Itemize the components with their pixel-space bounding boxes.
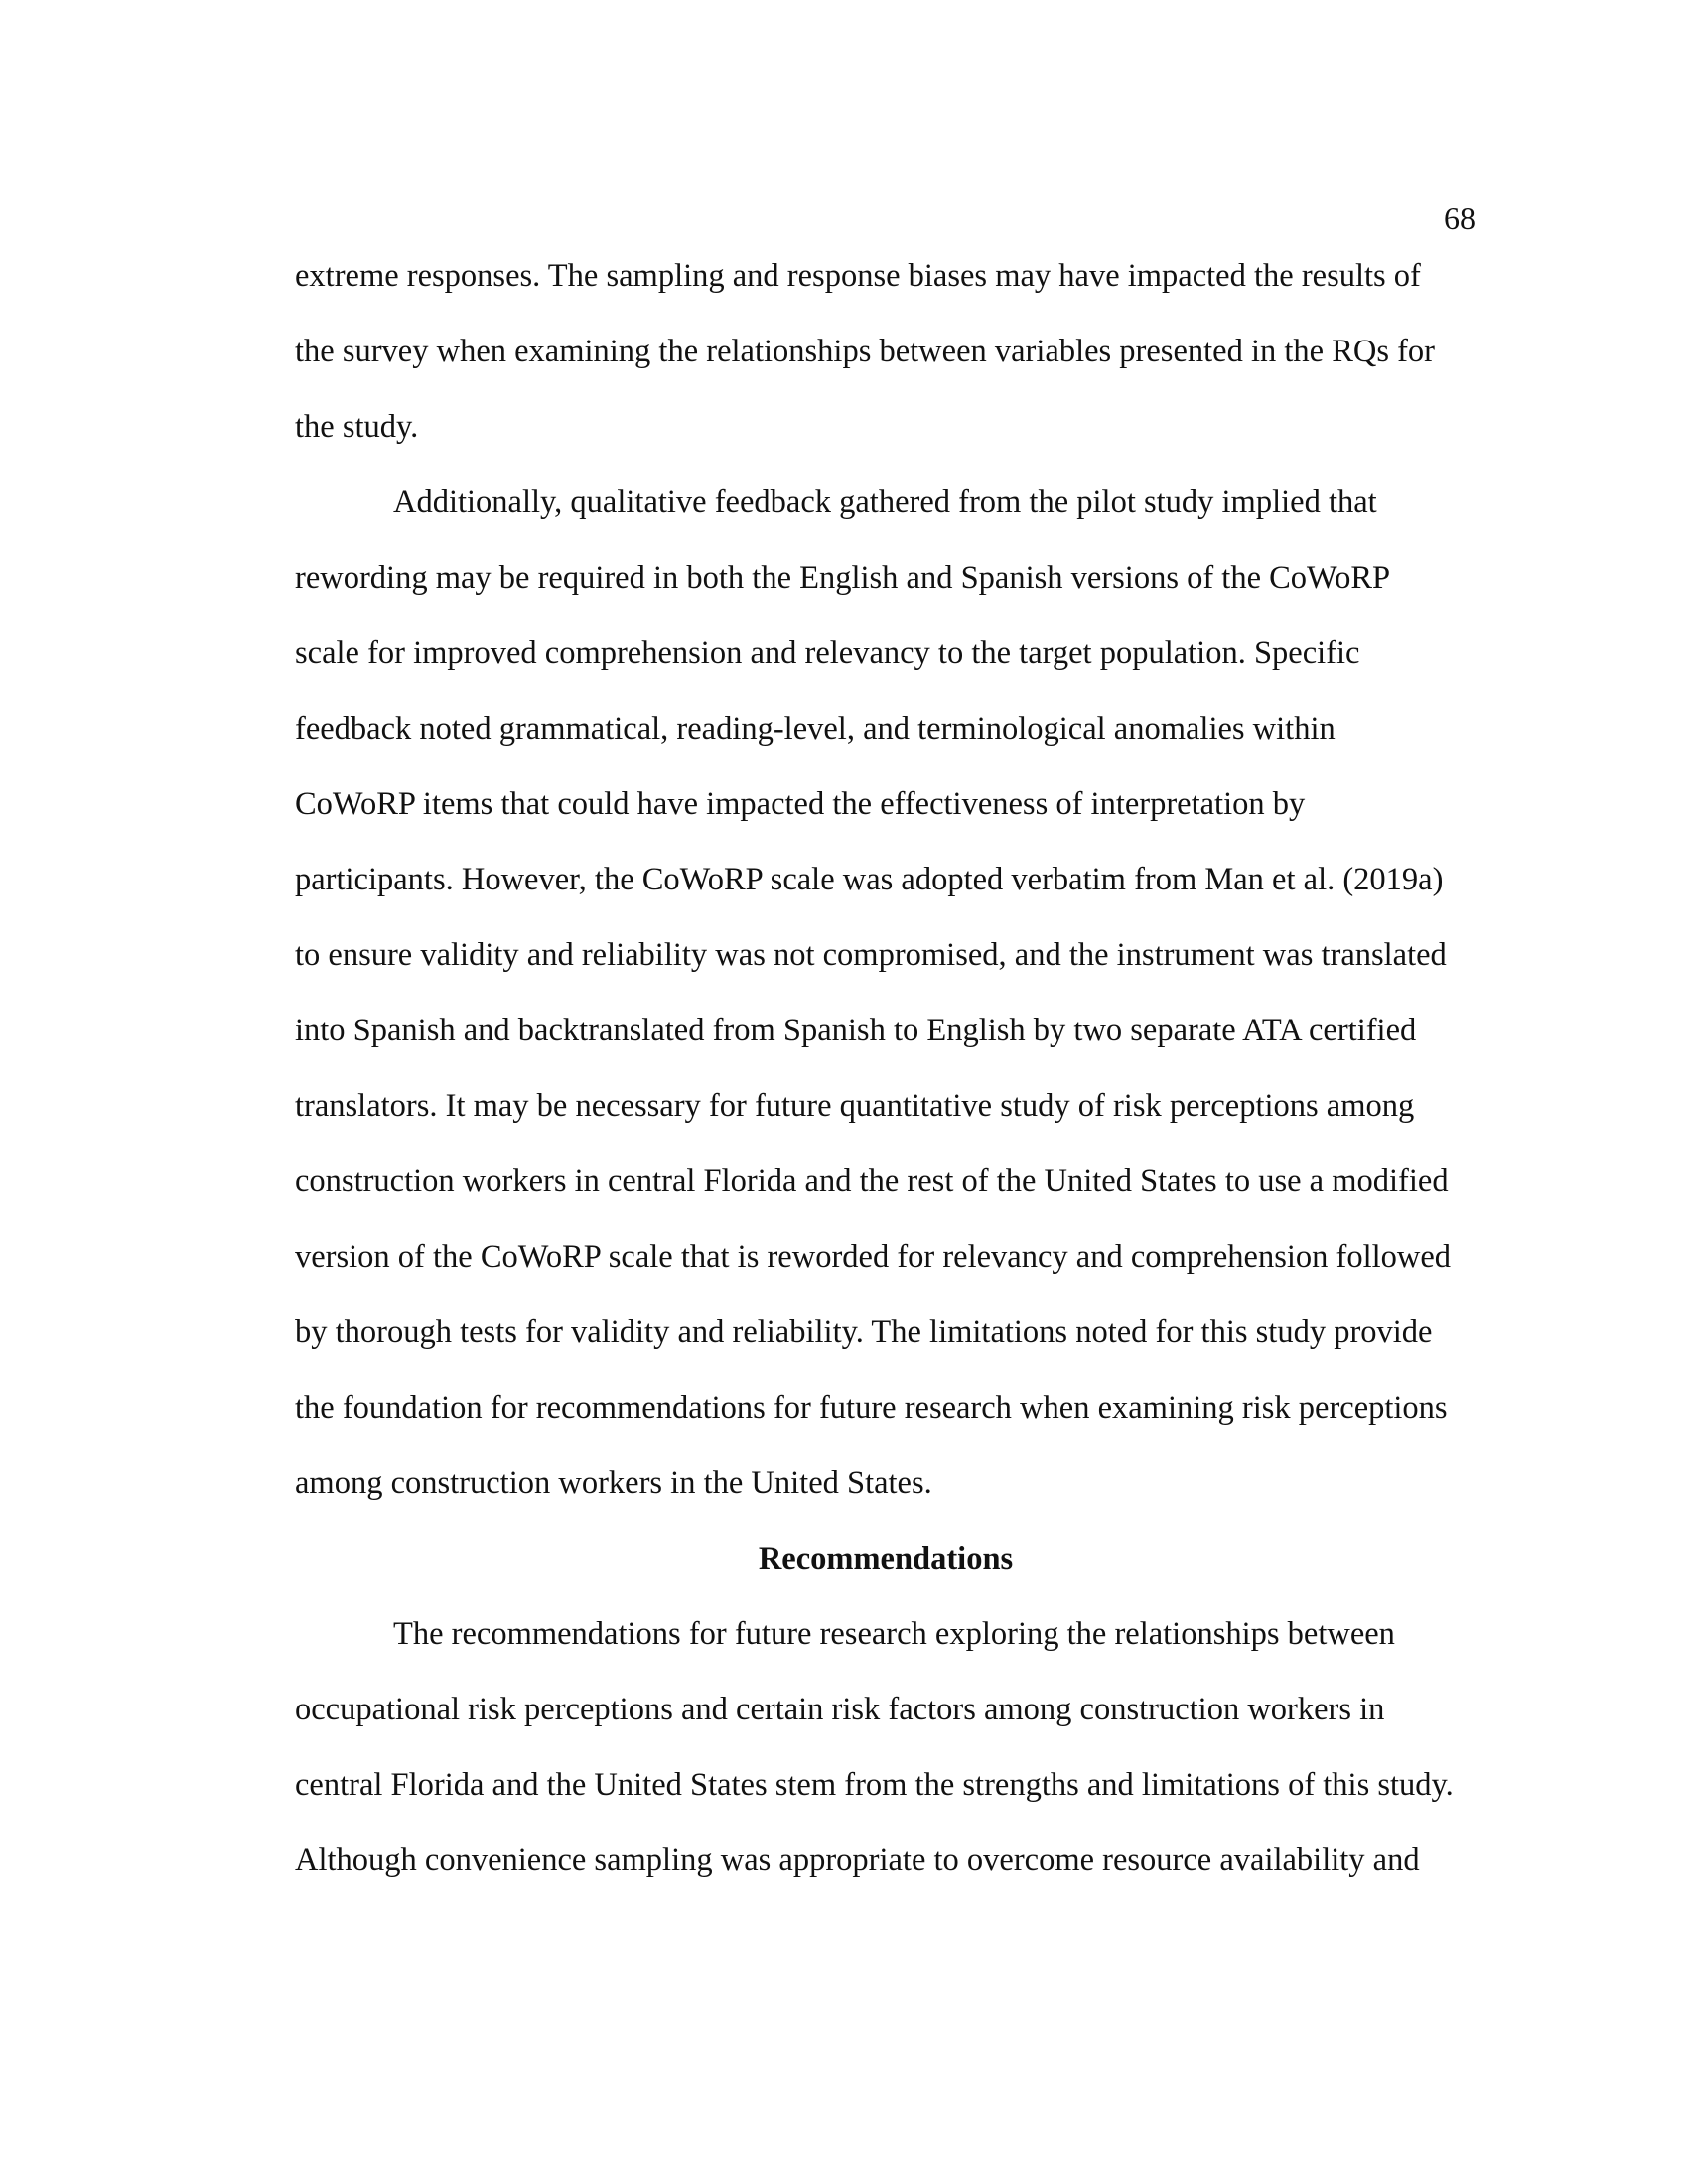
page-number: 68 xyxy=(1444,201,1476,236)
paragraph-2-line-13: the foundation for recommendations for future research when examining risk perceptions xyxy=(295,1390,1448,1426)
document-body xyxy=(295,238,1477,1898)
paragraph-3-line-2: occupational risk perceptions and certain risk factors among construction workers in xyxy=(295,1692,1385,1727)
paragraph-2-line-1: Additionally, qualitative feedback gathered from the pilot study implied that xyxy=(393,484,1377,520)
paragraph-2-line-9: translators. It may be necessary for future quantitative study of risk perceptions among xyxy=(295,1088,1415,1124)
paragraph-2-line-14: among construction workers in the United States. xyxy=(295,1465,932,1501)
paragraph-2-line-7: to ensure validity and reliability was not compromised, and the instrument was translated xyxy=(295,937,1447,973)
paragraph-3-line-1: The recommendations for future research exploring the relationships between xyxy=(393,1616,1395,1652)
paragraph-2-line-2: rewording may be required in both the English and Spanish versions of the CoWoRP xyxy=(295,560,1391,596)
paragraph-1-line-3: the study. xyxy=(295,409,419,445)
paragraph-2-line-8: into Spanish and backtranslated from Spanish to English by two separate ATA certified xyxy=(295,1013,1417,1048)
paragraph-2-line-6: participants. However, the CoWoRP scale was adopted verbatim from Man et al. (2019a) xyxy=(295,862,1444,897)
paragraph-1-line-1: extreme responses. The sampling and response biases may have impacted the results of xyxy=(295,258,1421,294)
paragraph-2-line-11: version of the CoWoRP scale that is reworded for relevancy and comprehension followed xyxy=(295,1239,1452,1275)
paragraph-2-line-4: feedback noted grammatical, reading-level, and terminological anomalies within xyxy=(295,711,1336,747)
paragraph-2-line-3: scale for improved comprehension and relevancy to the target population. Specific xyxy=(295,635,1360,671)
paragraph-3-line-3: central Florida and the United States stem from the strengths and limitations of this study. xyxy=(295,1767,1454,1803)
section-heading: Recommendations xyxy=(758,1541,1014,1576)
paragraph-3-line-4: Although convenience sampling was appropriate to overcome resource availability and xyxy=(295,1843,1420,1878)
paragraph-2-line-12: by thorough tests for validity and reliability. The limitations noted for this study provide xyxy=(295,1314,1433,1350)
paragraph-2-line-10: construction workers in central Florida and the rest of the United States to use a modified xyxy=(295,1163,1449,1199)
paragraph-1-line-2: the survey when examining the relationships between variables presented in the RQs for xyxy=(295,334,1436,369)
paragraph-2-line-5: CoWoRP items that could have impacted the effectiveness of interpretation by xyxy=(295,786,1306,822)
